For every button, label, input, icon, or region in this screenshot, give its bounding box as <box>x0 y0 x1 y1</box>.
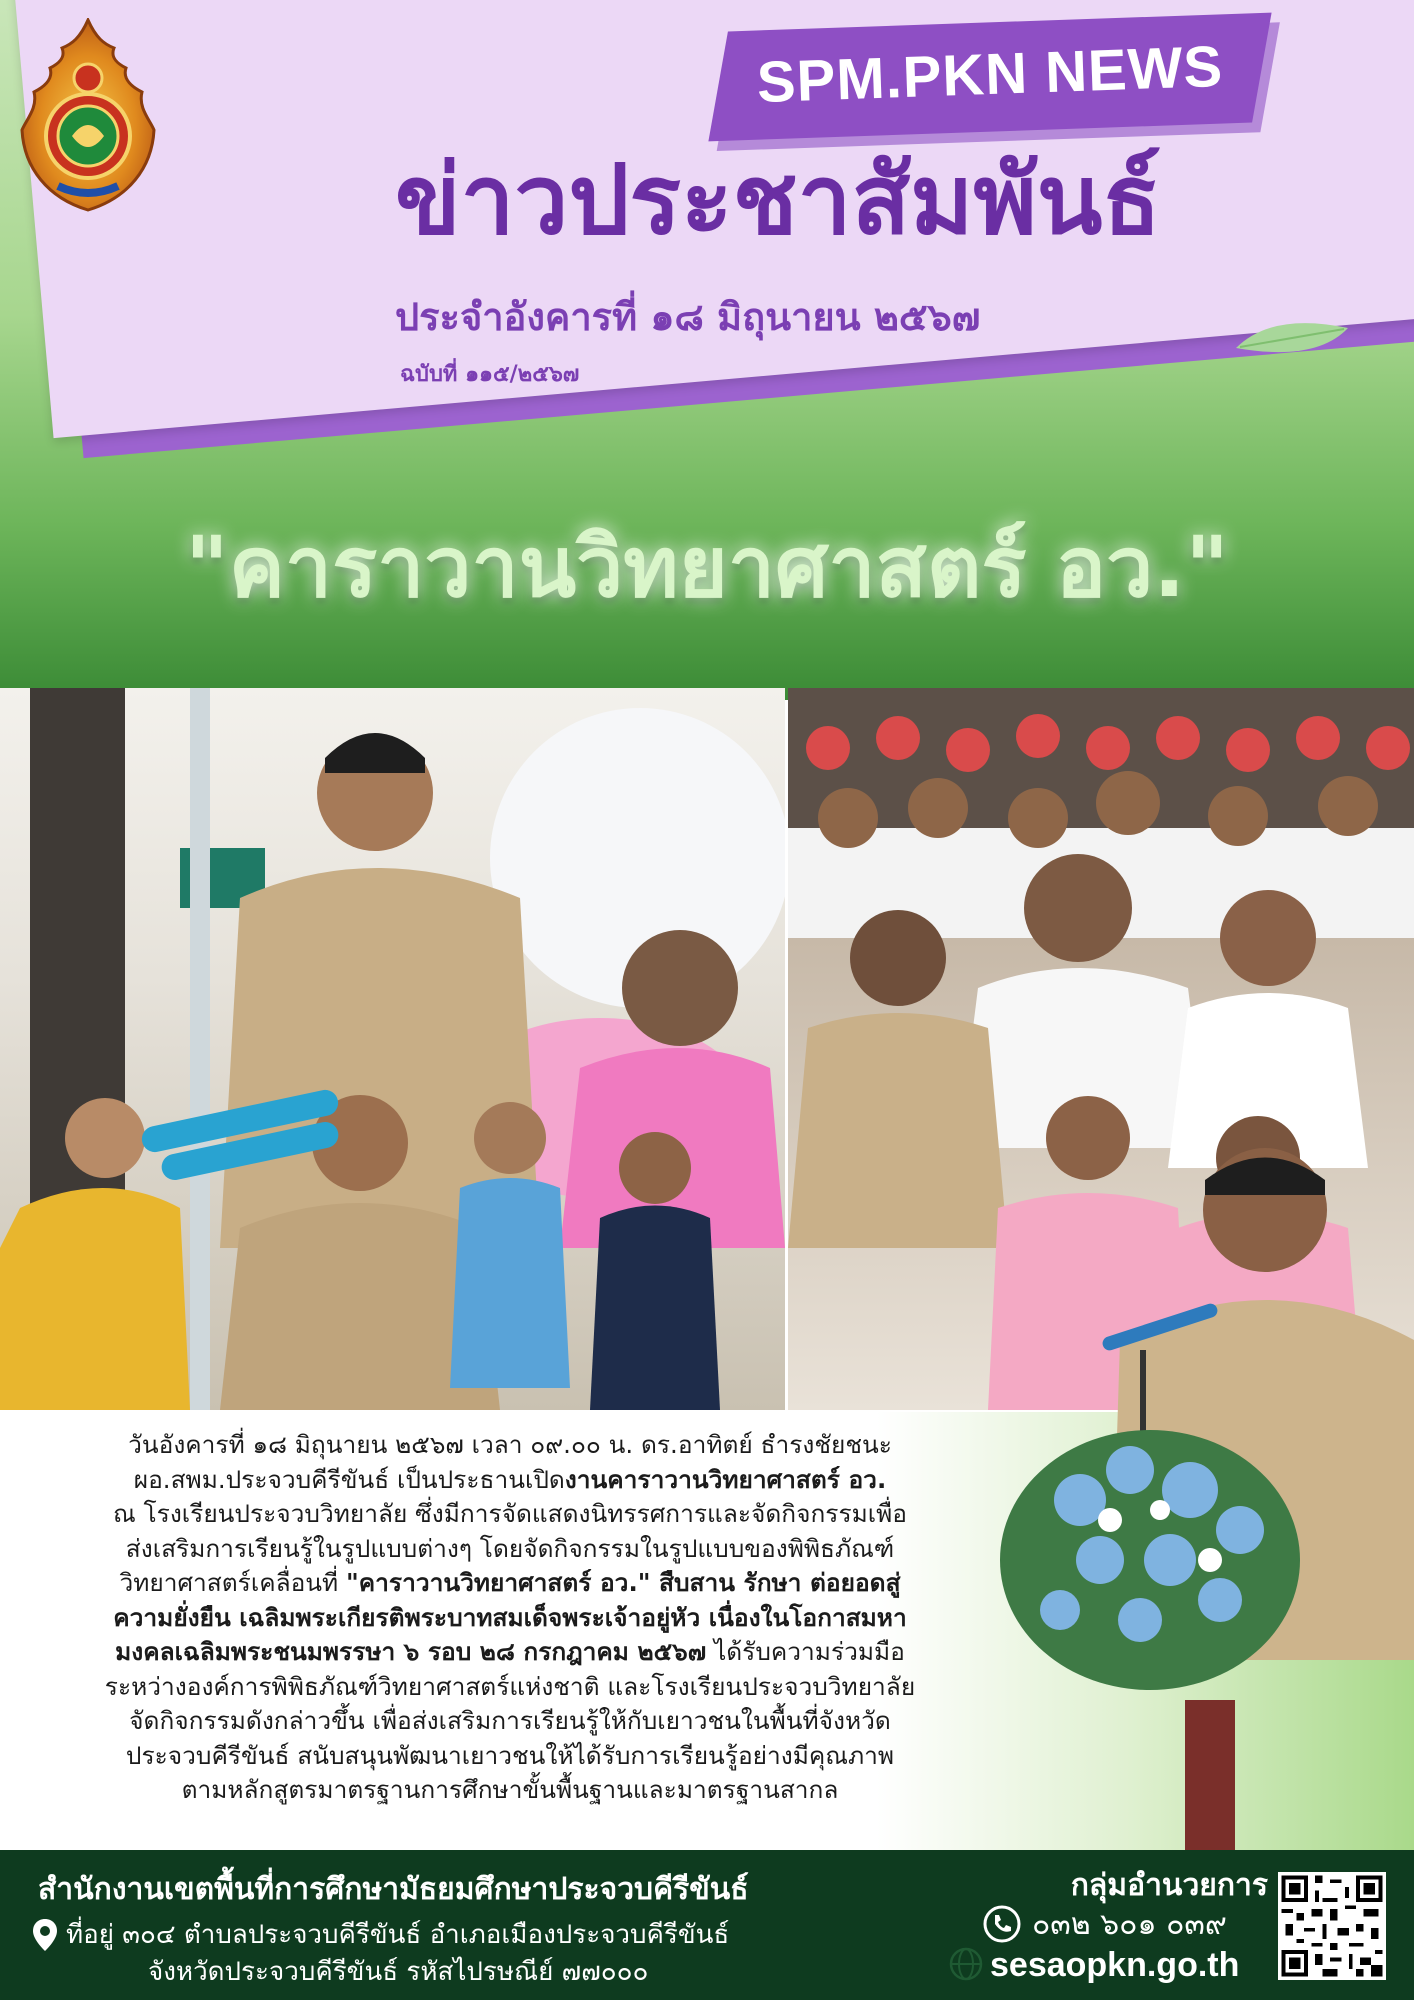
issue-number: ฉบับที่ ๑๑๕/๒๕๖๗ <box>400 362 580 387</box>
article-line-text: จัดกิจกรรมดังกล่าวขึ้น เพื่อส่งเสริมการเรียนรู้ให้กับเยาวชนในพื้นที่จังหวัด <box>129 1706 891 1735</box>
footer-website-link[interactable]: sesaopkn.go.th <box>990 1946 1240 1984</box>
qr-code-icon[interactable] <box>1278 1872 1386 1980</box>
officials-photo <box>0 688 785 1410</box>
footer-phone[interactable]: ๐๓๒ ๖๐๑ ๐๓๙ <box>1032 1907 1227 1942</box>
leaf-icon <box>1232 318 1352 362</box>
news-banner-text: SPM.PKN NEWS <box>755 33 1225 116</box>
article-line <box>30 1601 990 1636</box>
location-pin-icon <box>32 1918 58 1952</box>
article-line-text: ได้รับความร่วมมือ <box>706 1637 905 1666</box>
article-line <box>30 1670 990 1705</box>
article-line <box>30 1566 990 1601</box>
article-line-text: ตามหลักสูตรมาตรฐานการศึกษาขั้นพื้นฐานและมาตรฐานสากล <box>181 1775 839 1804</box>
article-line-text: ผอ.สพม.ประจวบคีรีขันธ์ เป็นประธานเปิด <box>133 1464 565 1494</box>
page-title: ข่าวประชาสัมพันธ์ <box>395 144 1161 256</box>
article-line-text: ประจวบคีรีขันธ์ สนับสนุนพัฒนาเยาวชนให้ได้รับการเรียนรู้อย่างมีคุณภาพ <box>125 1740 895 1770</box>
ministry-emblem-icon <box>18 18 158 213</box>
issue-date: ประจำอังคารที่ ๑๘ มิถุนายน ๒๕๖๗ <box>395 295 981 339</box>
article-line-bold: "คาราวานวิทยาศาสตร์ อว." สืบสาน รักษา ต่อยอดสู่ <box>346 1568 901 1597</box>
article-line-bold: มงคลเฉลิมพระชนมพรรษา ๖ รอบ ๒๘ กรกฎาคม ๒๕๖๗ <box>115 1637 707 1666</box>
globe-icon <box>948 1946 984 1982</box>
article-line <box>30 1739 990 1774</box>
footer-group-name: กลุ่มอำนวยการ <box>1070 1868 1268 1903</box>
article-line <box>30 1773 990 1808</box>
footer-address-line2: จังหวัดประจวบคีรีขันธ์ รหัสไปรษณีย์ ๗๗๐๐๐ <box>148 1957 649 1987</box>
phone-icon <box>982 1904 1022 1944</box>
speaker-photo-illustration <box>1000 1140 1414 1850</box>
article-line <box>30 1635 990 1670</box>
article-line <box>30 1428 990 1463</box>
article-line-text: วันอังคารที่ ๑๘ มิถุนายน ๒๕๖๗ เวลา ๐๙.๐๐ น. ดร.อาทิตย์ ธำรงชัยชนะ <box>128 1430 892 1459</box>
article-line-bold: ความยั่งยืน เฉลิมพระเกียรติพระบาทสมเด็จพระเจ้าอยู่หัว เนื่องในโอกาสมหา <box>113 1602 907 1632</box>
officials-photo-illustration <box>0 688 785 1410</box>
speaker-photo <box>1000 1140 1414 1850</box>
article-line <box>30 1463 990 1498</box>
article-line-text: ระหว่างองค์การพิพิธภัณฑ์วิทยาศาสตร์แห่งชาติ และโรงเรียนประจวบวิทยาลัย <box>104 1671 916 1701</box>
article-line-text: ส่งเสริมการเรียนรู้ในรูปแบบต่างๆ โดยจัดกิจกรรมในรูปแบบของพิพิธภัณฑ์ <box>125 1533 895 1563</box>
article-line <box>30 1497 990 1532</box>
article-line <box>30 1704 990 1739</box>
article-body <box>30 1428 990 1838</box>
article-line-text: วิทยาศาสตร์เคลื่อนที่ <box>119 1568 346 1597</box>
article-line-bold: งานคาราวานวิทยาศาสตร์ อว. <box>564 1464 887 1494</box>
article-line <box>30 1532 990 1567</box>
headline: "คาราวานวิทยาศาสตร์ อว." <box>184 518 1230 616</box>
footer-address-line1: ที่อยู่ ๓๐๔ ตำบลประจวบคีรีขันธ์ อำเภอเมืองประจวบคีรีขันธ์ <box>66 1920 730 1950</box>
footer-organization: สำนักงานเขตพื้นที่การศึกษามัธยมศึกษาประจวบคีรีขันธ์ <box>38 1872 749 1907</box>
article-line-text: ณ โรงเรียนประจวบวิทยาลัย ซึ่งมีการจัดแสดงนิทรรศการและจัดกิจกรรมเพื่อ <box>112 1499 907 1528</box>
